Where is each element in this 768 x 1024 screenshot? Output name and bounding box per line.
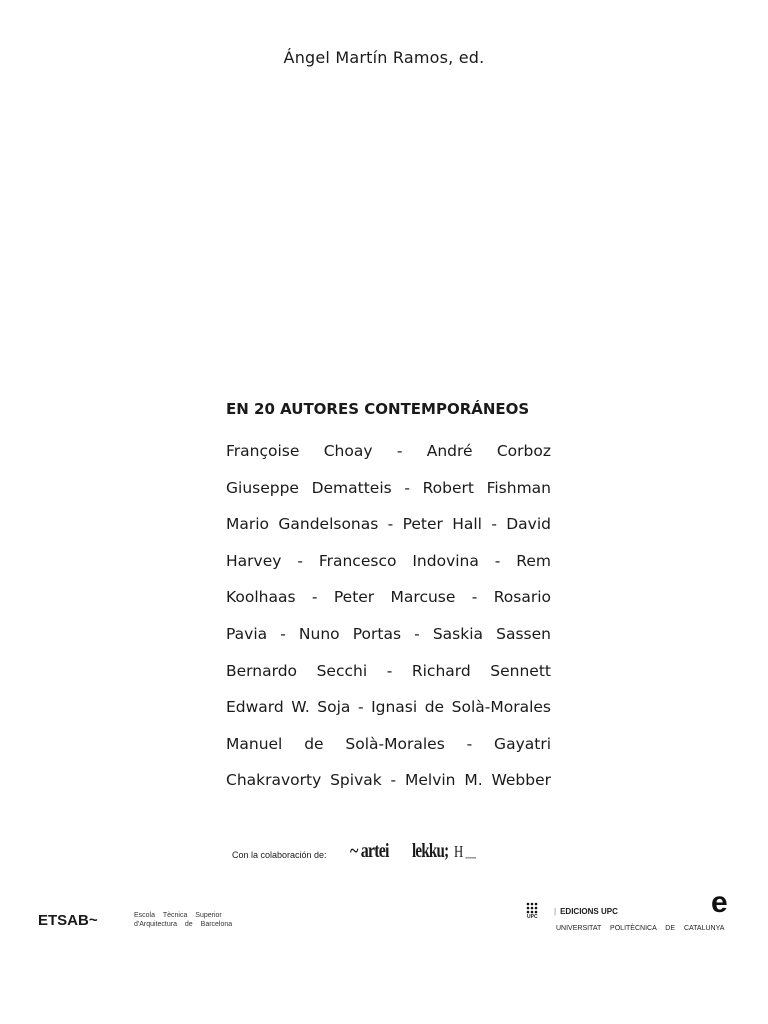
upc-short-name: UPC [527,914,538,920]
authors-line: Edward W. Soja - Ignasi de Solà-Morales [226,698,551,717]
universitat-label: UNIVERSITAT POLITÈCNICA DE CATALUNYA [556,925,725,932]
edicions-upc-label: | EDICIONS UPC [554,907,618,916]
authors-line: Mario Gandelsonas - Peter Hall - David [226,515,551,534]
etsab-name-line: d'Arquitectura de Barcelona [134,921,233,928]
authors-line: Bernardo Secchi - Richard Sennett [226,661,551,680]
etsab-name-line: Escola Tècnica Superior [134,912,222,919]
editor-credit: Ángel Martín Ramos, ed. [283,48,485,67]
e-logo: e [711,886,728,919]
authors-line: Giuseppe Dematteis - Robert Fishman [226,478,551,497]
authors-line: Françoise Choay - André Corboz [226,442,551,460]
collaboration-block [232,840,552,870]
authors-line: Pavia - Nuno Portas - Saskia Sassen [226,624,551,643]
collaborator-logo: H ▪▪▪▪▪▪▪▪▪▪ [454,842,477,861]
etsab-logo: ETSAB~ [38,912,98,929]
collaborator-logo: lekku; [412,840,449,862]
authors-line: Koolhaas - Peter Marcuse - Rosario [226,588,551,607]
collaborator-logo: ~ artei [350,840,389,862]
authors-line: Manuel de Solà-Morales - Gayatri [226,734,551,753]
collaboration-label: Con la colaboración de: [232,850,327,860]
authors-list [226,438,551,804]
etsab-school-name [134,911,232,929]
authors-line: Chakravorty Spivak - Melvin M. Webber [226,771,551,790]
authors-line: Harvey - Francesco Indovina - Rem [226,551,551,570]
book-subtitle-heading: EN 20 AUTORES CONTEMPORÁNEOS [226,400,530,418]
